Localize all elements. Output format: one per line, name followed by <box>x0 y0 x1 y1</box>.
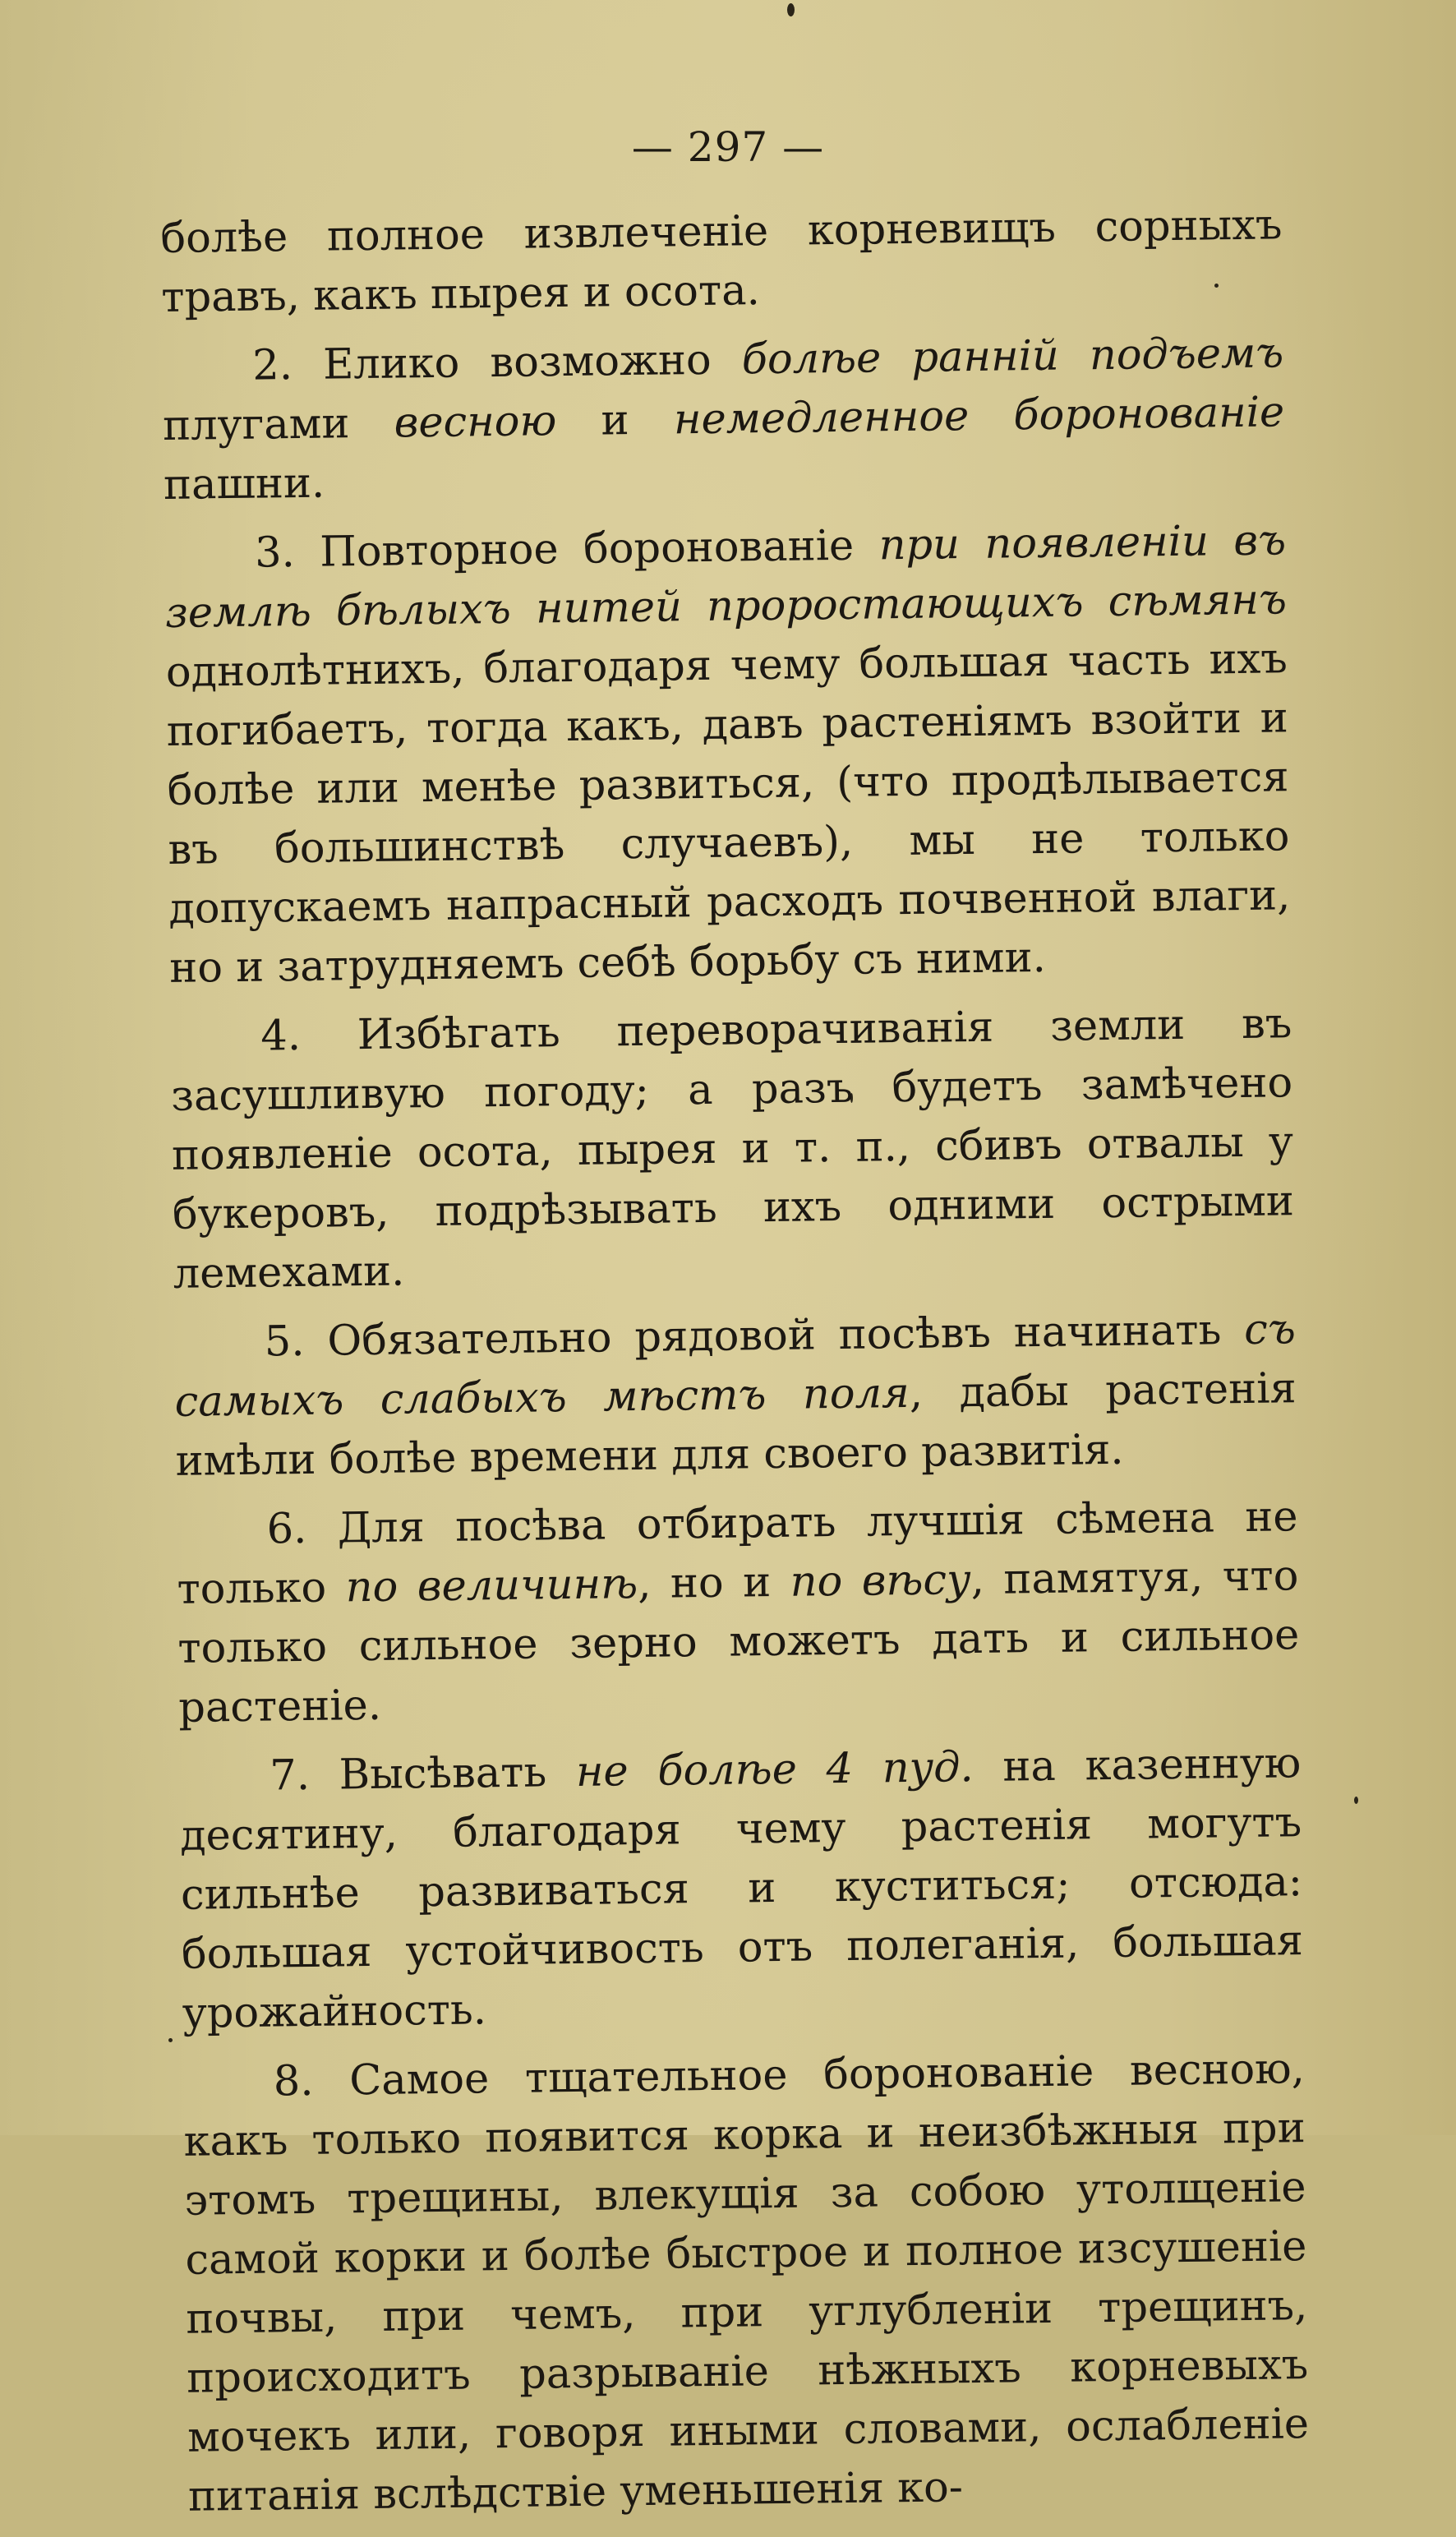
text-run: пашни. <box>163 459 325 510</box>
text-run: болѣе полное извлеченіе корневищъ сорныхъ травъ, какъ пырея и осота. <box>160 201 1283 322</box>
text-run: на казенную десятину, благодаря чему растенія могутъ сильнѣе развиваться и куститься; отсюда: большая устойчивость отъ полеганія, большая урожайность. <box>179 1739 1304 2038</box>
text-run: 8. Самое тщательное боронованіе весною, какъ только появится корка и неизбѣжныя при этомъ трещины, влекущія за собою утолщеніе самой корки и болѣе быстрое и полное изсушеніе почвы, при чемъ, при углубленіи трещинъ, происходитъ разрываніе нѣжныхъ корневыхъ мочекъ или, говоря иными словами, ослабленіе питанія вслѣдствіе уменьшенія ко- <box>183 2045 1310 2521</box>
text-run: , дабы растенія имѣли болѣе времени для своего развитія. <box>175 1364 1297 1486</box>
text-run: однолѣтнихъ, благодаря чему большая часть ихъ погибаетъ, тогда какъ, давъ растеніямъ взойти и болѣе или менѣе развиться, (что продѣлывается въ большинствѣ случаевъ), мы не только допускаемъ напрасный расходъ почвенной влаги, но и затрудняемъ себѣ борьбу съ ними. <box>165 634 1291 993</box>
paragraph-item-6 <box>179 1734 1304 2044</box>
paragraph-item-3 <box>170 994 1295 1304</box>
paragraph-item-7 <box>182 2040 1310 2527</box>
text-run: , памятуя, что только сильное зерно можетъ дать и сильное растеніе. <box>177 1552 1300 1732</box>
italic-phrase: съ самыхъ слабыхъ мѣстъ поля <box>174 1305 1297 1427</box>
italic-phrase: весною <box>394 397 557 448</box>
text-run: 3. Повторное боронованіе <box>254 521 879 578</box>
ink-speck <box>787 3 795 16</box>
italic-phrase: по величинѣ <box>345 1560 638 1612</box>
page-number: — 297 — <box>631 123 825 171</box>
paragraph-item-4 <box>173 1300 1297 1492</box>
italic-phrase: немедленное боронованіе <box>673 388 1285 445</box>
paragraph-item-2 <box>164 511 1292 999</box>
text-run: , но и <box>637 1557 791 1609</box>
text-run: плугами <box>162 399 395 450</box>
italic-phrase: при появленіи въ землѣ бѣлыхъ нитей проростающихъ сѣмянъ <box>164 516 1288 638</box>
text-run: 6. Для посѣва отбирать лучшія сѣмена не только <box>177 1492 1298 1614</box>
text-run: 5. Обязательно рядовой посѣвъ начинать <box>264 1305 1245 1367</box>
italic-phrase: по вѣсу <box>790 1556 971 1607</box>
text-run: и <box>555 395 675 446</box>
italic-phrase: не болѣе 4 пуд. <box>575 1743 975 1797</box>
paragraph-item-5 <box>176 1488 1300 1738</box>
text-run: 4. Избѣгать переворачиванія земли въ засушливую погоду; а разъ будетъ замѣчено появленіе осота, пырея и т. п., сбивъ отвалы у букеровъ, подрѣзывать ихъ одними острыми лемехами. <box>170 999 1295 1298</box>
ink-speck <box>168 2038 173 2042</box>
paragraph-continuation <box>160 196 1283 328</box>
body-text <box>160 196 1310 2536</box>
paragraph-item-1 <box>162 324 1286 515</box>
ink-speck <box>1354 1797 1358 1804</box>
text-run: 2. Елико возможно <box>251 335 743 390</box>
text-run: 7. Высѣвать <box>269 1747 577 1801</box>
italic-phrase: болѣе ранній подъемъ <box>741 329 1284 385</box>
